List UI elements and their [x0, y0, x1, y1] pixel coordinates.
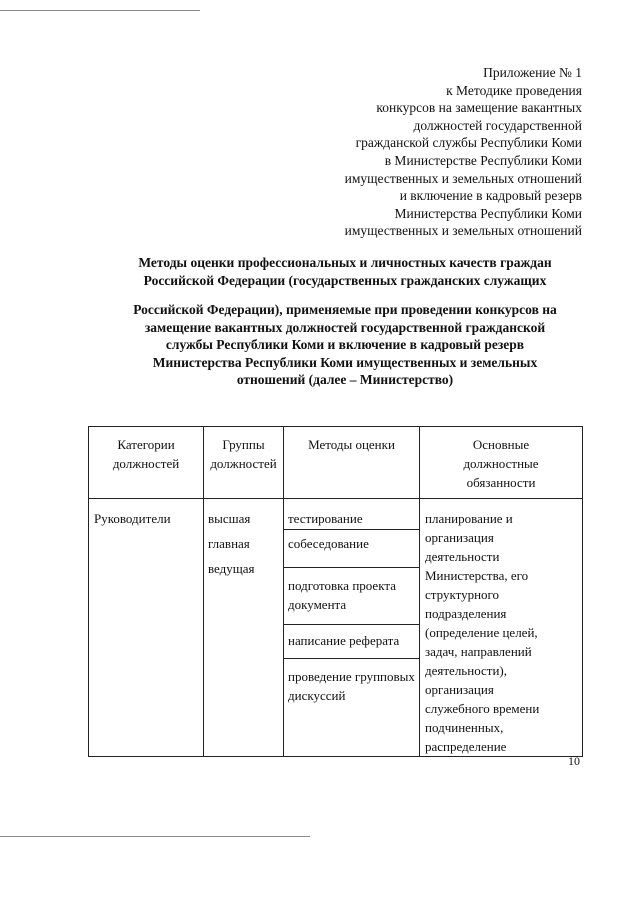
heading-line: замещение вакантных должностей государственной гражданской	[144, 319, 546, 335]
group-item: высшая	[208, 511, 251, 526]
scan-edge-line-top	[0, 10, 200, 11]
assessment-methods-table	[88, 426, 583, 757]
header-category: Категории должностей	[89, 427, 204, 499]
appendix-line: в Министерстве Республики Коми	[384, 152, 582, 168]
appendix-reference-block	[282, 64, 582, 240]
method-item: тестирование	[284, 499, 419, 530]
cell-groups	[204, 499, 284, 757]
heading-line: Российской Федерации), применяемые при проведении конкурсов на	[133, 302, 557, 317]
method-item: проведение групповых дискуссий	[288, 669, 415, 703]
method-item: собеседование	[284, 530, 419, 568]
cell-duties	[420, 499, 583, 757]
table-header-row	[89, 427, 583, 499]
table-row	[89, 499, 583, 757]
appendix-line: конкурсов на замещение вакантных	[376, 100, 582, 116]
heading-line: Министерства Республики Коми имущественных и земельных	[152, 354, 538, 370]
appendix-line: гражданской службы Республики Коми	[355, 135, 582, 151]
group-item: главная	[208, 536, 250, 551]
heading-line: службы Республики Коми и включение в кадровый резерв	[165, 337, 525, 352]
appendix-line: должностей государственной	[413, 117, 582, 133]
header-groups: Группы должностей	[204, 427, 284, 499]
appendix-line: Министерства Республики Коми	[394, 205, 582, 221]
group-item: ведущая	[208, 561, 255, 576]
method-item: написание реферата	[284, 625, 419, 659]
appendix-line: к Методике проведения	[446, 82, 582, 98]
duties-text: планирование и организация деятельности Министерства, его структурного подразделения (определение целей, задач, направлений деятельности), организация служебного времени подчиненных, распределение	[425, 511, 540, 754]
header-methods: Методы оценки	[284, 427, 420, 499]
appendix-line: и включение в кадровый резерв	[399, 188, 582, 204]
heading-line: Методы оценки профессиональных и личностных качеств граждан	[138, 255, 552, 270]
appendix-line: имущественных и земельных отношений	[344, 223, 582, 239]
heading-line: отношений (далее – Министерство)	[236, 372, 454, 387]
appendix-line: имущественных и земельных отношений	[344, 170, 582, 186]
category-label: Руководители	[94, 511, 171, 526]
scan-edge-line-bottom	[0, 836, 310, 837]
appendix-line: Приложение № 1	[483, 65, 582, 80]
cell-category	[89, 499, 204, 757]
cell-methods	[284, 499, 420, 757]
document-heading	[100, 254, 590, 389]
page-number: 10	[568, 754, 580, 768]
method-item: подготовка проекта документа	[284, 568, 419, 625]
heading-line: Российской Федерации (государственных гражданских служащих	[143, 272, 547, 288]
header-duties: Основные должностные обязанности	[420, 427, 583, 499]
